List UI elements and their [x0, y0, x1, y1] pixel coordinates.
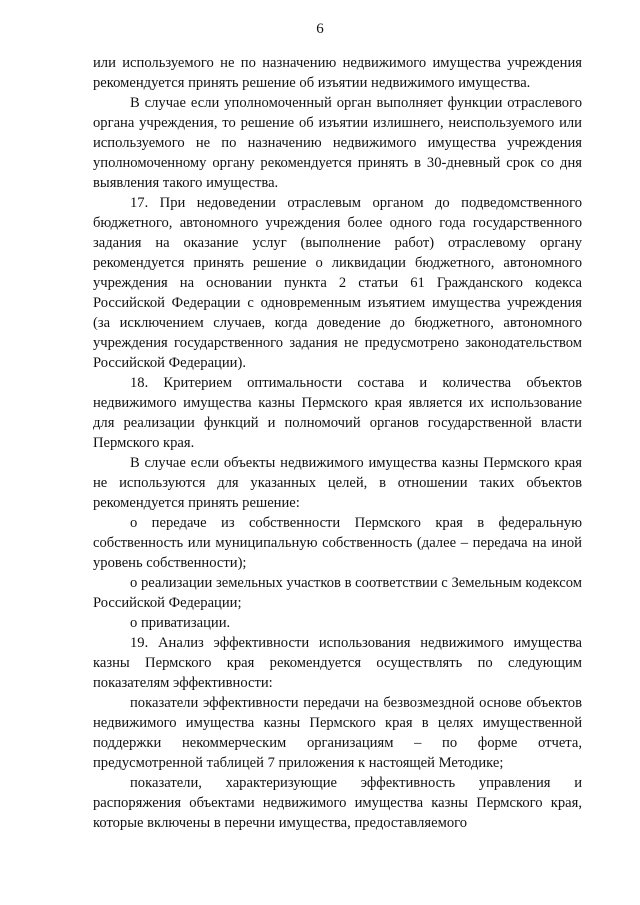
list-item: о приватизации.	[130, 615, 231, 631]
list-item: о передаче из собственности Пермского края в федеральную собственность или муниципальную собственность (далее – передача на иной уровень собственности);	[93, 515, 582, 571]
paragraph: В случае если объекты недвижимого имущества казны Пермского края не используются для указанных целей, в отношении таких объектов рекомендуется принять решение:	[93, 455, 582, 511]
list-item: показатели, характеризующие эффективность управления и распоряжения объектами недвижимого имущества казны Пермского края, которые включены в перечни имущества, предоставляемого	[93, 775, 582, 831]
paragraph: В случае если уполномоченный орган выполняет функции отраслевого органа учреждения, то решение об изъятии излишнего, неиспользуемого или используемого не по назначению недвижимого имущества учреждения уполномоченному органу рекомендуется принять в 30-дневный срок со дня выявления такого имущества.	[93, 95, 582, 191]
paragraph-item-19: 19. Анализ эффективности использования недвижимого имущества казны Пермского края рекомендуется осуществлять по следующим показателям эффективности:	[93, 635, 582, 691]
document-body	[93, 53, 582, 833]
paragraph-continuation: или используемого не по назначению недвижимого имущества учреждения рекомендуется принять решение об изъятии недвижимого имущества.	[93, 55, 582, 91]
paragraph-item-17: 17. При недоведении отраслевым органом до подведомственного бюджетного, автономного учреждения более одного года государственного задания на оказание услуг (выполнение работ) отраслевому органу рекомендуется принять решение о ликвидации бюджетного, автономного учреждения на основании пункта 2 статьи 61 Гражданского кодекса Российской Федерации с одновременным изъятием имущества учреждения (за исключением случаев, когда доведение до бюджетного, автономного учреждения государственного задания не предусмотрено законодательством Российской Федерации).	[93, 195, 582, 371]
list-item: о реализации земельных участков в соответствии с Земельным кодексом Российской Федерации;	[93, 575, 582, 611]
paragraph-item-18: 18. Критерием оптимальности состава и количества объектов недвижимого имущества казны Пермского края является их использование для реализации функций и полномочий органов государственной власти Пермского края.	[93, 375, 582, 451]
list-item: показатели эффективности передачи на безвозмездной основе объектов недвижимого имущества казны Пермского края в целях имущественной поддержки некоммерческим организациям – по форме отчета, предусмотренной таблицей 7 приложения к настоящей Методике;	[93, 695, 582, 771]
page-number: 6	[316, 21, 324, 37]
